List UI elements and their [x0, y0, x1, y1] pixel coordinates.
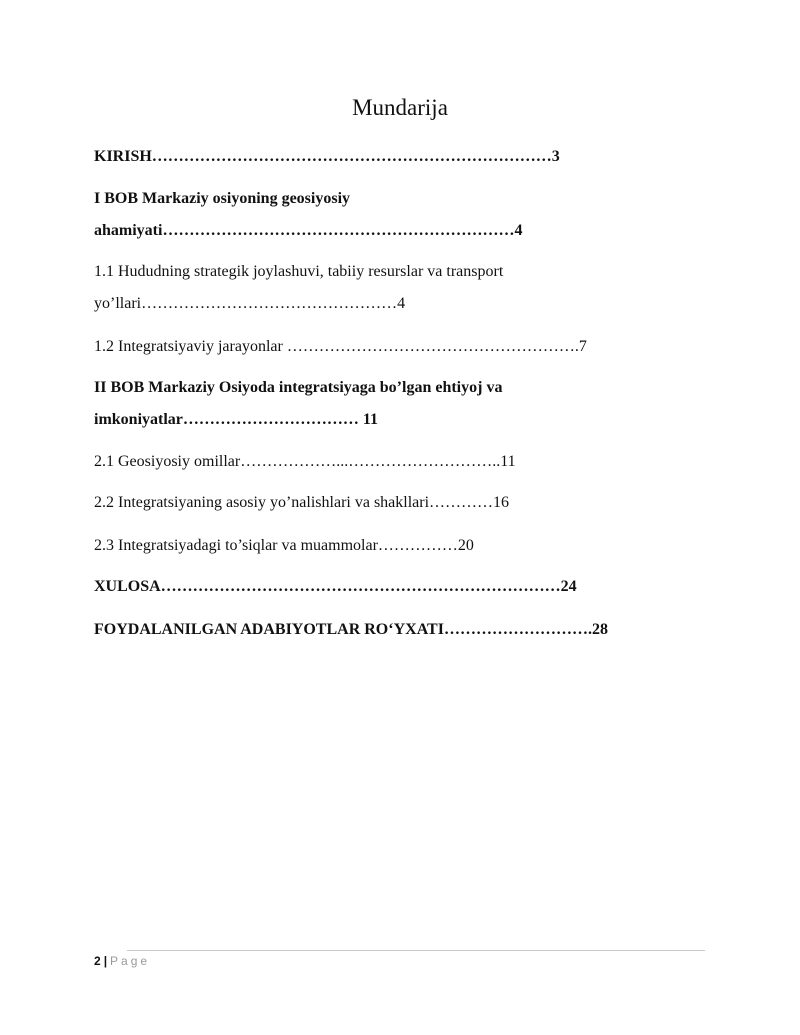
page-footer — [94, 954, 150, 968]
toc-entry-1-1-line1[interactable]: 1.1 Hududning strategik joylashuvi, tabiiy resurslar va transport — [94, 263, 504, 280]
toc-entry-adabiyotlar[interactable]: FOYDALANILGAN ADABIYOTLAR RO‘YXATI……………………….28 — [94, 621, 608, 638]
toc-entry-1-1-line2[interactable]: yo’llari…………………………………………4 — [94, 295, 406, 312]
toc-entry-bob2-line1[interactable]: II BOB Markaziy Osiyoda integratsiyaga bo’lgan ehtiyoj va — [94, 379, 503, 396]
toc-entry-xulosa[interactable]: XULOSA…………………………………………………………………24 — [94, 578, 577, 595]
toc-entry-2-2[interactable]: 2.2 Integratsiyaning asosiy yo’nalishlari va shakllari…………16 — [94, 494, 510, 511]
footer-separator: | — [103, 954, 108, 968]
toc-entry-2-1[interactable]: 2.1 Geosiyosiy omillar………………...………………………..11 — [94, 453, 516, 470]
toc-entry-1-2[interactable]: 1.2 Integratsiyaviy jarayonlar ……………………………………………….7 — [94, 338, 587, 355]
toc-entry-2-3[interactable]: 2.3 Integratsiyadagi to’siqlar va muammolar……………20 — [94, 537, 474, 554]
toc-entry-bob1-line2[interactable]: ahamiyati…………………………………………………………4 — [94, 222, 523, 239]
page-title: Mundarija — [352, 95, 448, 120]
toc-entry-bob1-line1[interactable]: I BOB Markaziy osiyoning geosiyosiy — [94, 190, 351, 207]
toc-entry-kirish[interactable]: KIRISH…………………………………………………………………3 — [94, 148, 560, 165]
page-word: Page — [110, 954, 151, 968]
toc-entry-bob2-line2[interactable]: imkoniyatlar…………………………… 11 — [94, 411, 379, 428]
footer-rule — [127, 950, 705, 951]
page-number: 2 — [94, 954, 101, 968]
